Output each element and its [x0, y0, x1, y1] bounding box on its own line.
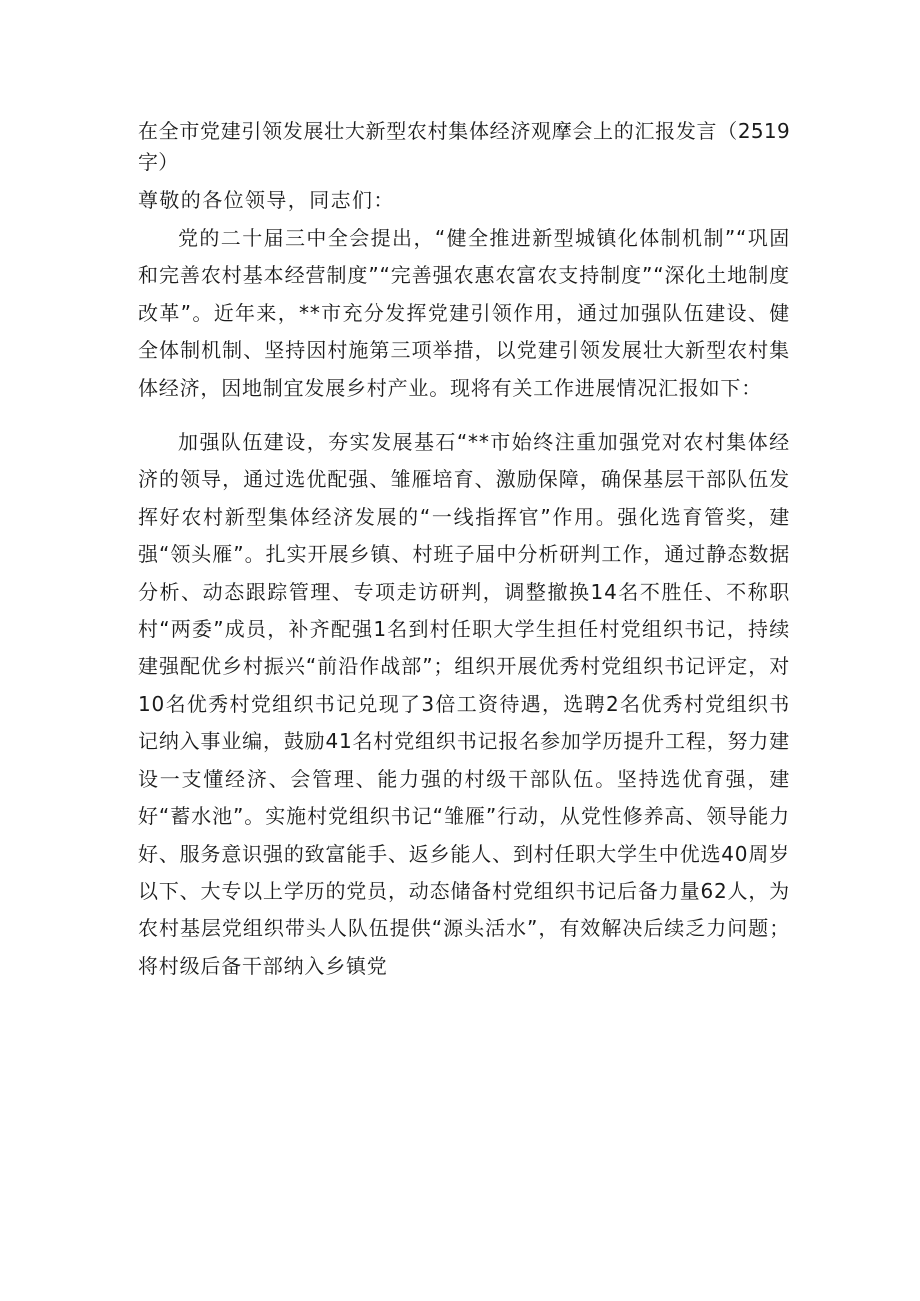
document-title: 在全市党建引领发展壮大新型农村集体经济观摩会上的汇报发言（2519字） [138, 119, 790, 174]
document-body [138, 116, 790, 985]
paragraph-team-building: 加强队伍建设，夯实发展基石“**市始终注重加强党对农村集体经济的领导，通过选优配强、雏雁培育、激励保障，确保基层干部队伍发挥好农村新型集体经济发展的“一线指挥官”作用。强化选育管奖，建强“领头雁”。扎实开展乡镇、村班子届中分析研判工作，通过静态数据分析、动态跟踪管理、专项走访研判，调整撤换14名不胜任、不称职村“两委”成员，补齐配强1名到村任职大学生担任村党组织书记，持续建强配优乡村振兴“前沿作战部”；组织开展优秀村党组织书记评定，对10名优秀村党组织书记兑现了3倍工资待遇，选聘2名优秀村党组织书记纳入事业编，鼓励41名村党组织书记报名参加学历提升工程，努力建设一支懂经济、会管理、能力强的村级干部队伍。坚持选优育强，建好“蓄水池”。实施村党组织书记“雏雁”行动，从党性修养高、领导能力好、服务意识强的致富能手、返乡能人、到村任职大学生中优选40周岁以下、大专以上学历的党员，动态储备村党组织书记后备力量62人，为农村基层党组织带头人队伍提供“源头活水”，有效解决后续乏力问题；将村级后备干部纳入乡镇党 [138, 430, 790, 978]
paragraph-intro: 党的二十届三中全会提出，“健全推进新型城镇化体制机制”“巩固和完善农村基本经营制度”“完善强农惠农富农支持制度”“深化土地制度改革”。近年来，**市充分发挥党建引领作用，通过加强队伍建设、健全体制机制、坚持因村施第三项举措，以党建引领发展壮大新型农村集体经济，因地制宜发展乡村产业。现将有关工作进展情况汇报如下： [138, 226, 790, 400]
greeting-line: 尊敬的各位领导，同志们： [138, 188, 395, 212]
